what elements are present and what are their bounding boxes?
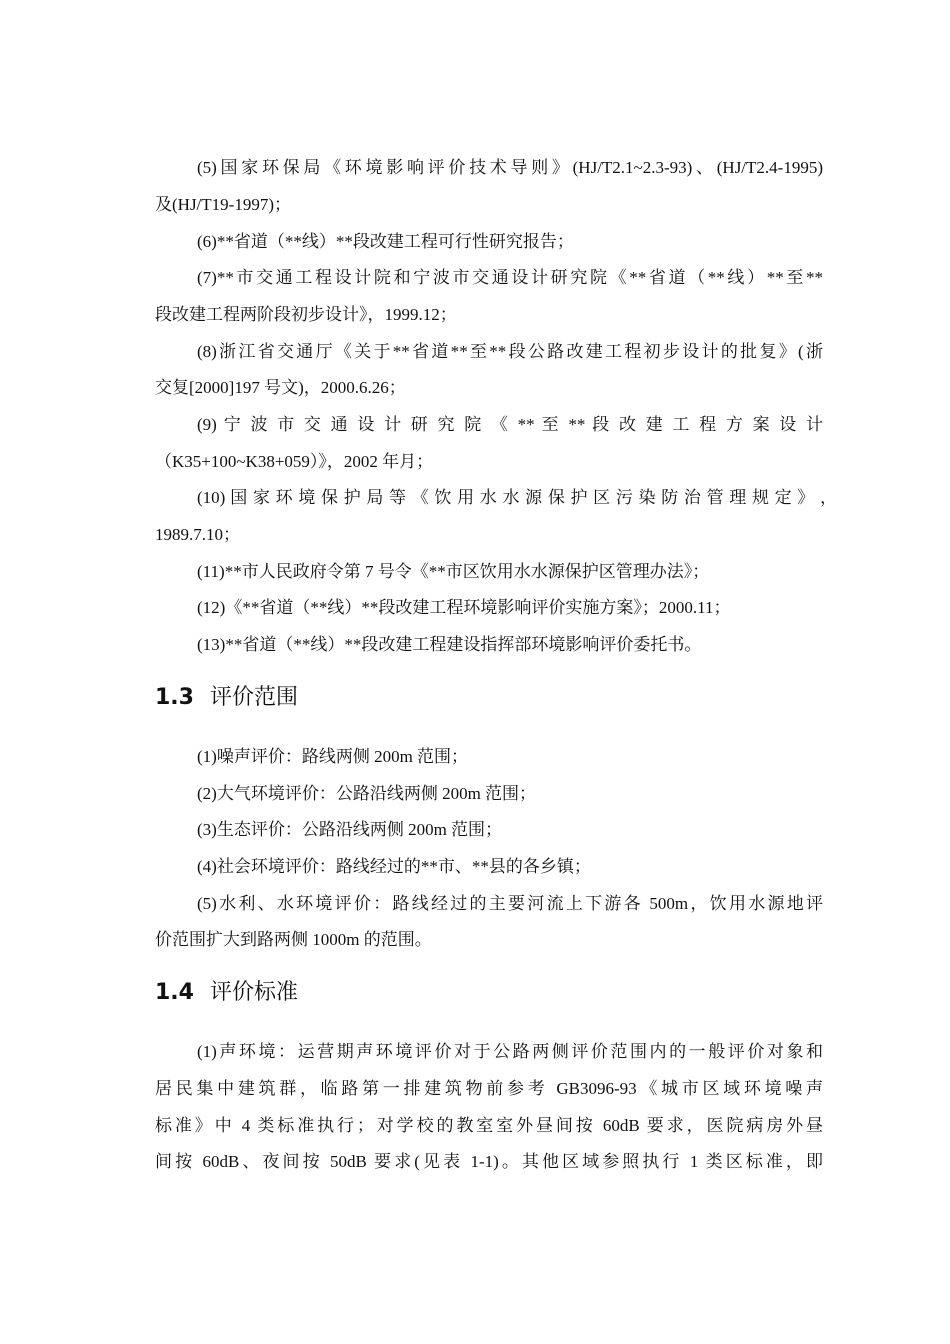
section-title: 评价范围 <box>209 685 298 710</box>
section-heading-1-4 <box>155 979 298 1007</box>
scope-item-4: (4)社会环境评价：路线经过的**市、**县的各乡镇； <box>197 857 591 876</box>
reference-11: (11)**市人民政府令第 7 号令《**市区饮用水水源保护区管理办法》； <box>197 562 710 581</box>
reference-13: (13)**省道（**线）**段改建工程建设指挥部环境影响评价委托书。 <box>197 635 702 654</box>
reference-7-line2: 段改建工程两阶段初步设计》，1999.12； <box>155 305 457 324</box>
reference-9-line1: (9) 宁 波 市 交 通 设 计 研 究 院 《 ** 至 ** 段 改 建 工 程 方 案 设 计 <box>197 415 823 434</box>
reference-5-line2: 及(HJ/T19-1997)； <box>155 195 291 214</box>
standard-para-line1: (1)声环境：运营期声环境评价对于公路两侧评价范围内的一般评价对象和 <box>197 1042 823 1061</box>
reference-6: (6)**省道（**线）**段改建工程可行性研究报告； <box>197 232 574 251</box>
reference-8-line1: (8)浙江省交通厅《关于**省道**至**段公路改建工程初步设计的批复》(浙 <box>197 342 823 361</box>
reference-5-line1: (5)国家环保局《环境影响评价技术导则》(HJ/T2.1~2.3-93)、(HJ/T2.4-1995) <box>197 158 823 177</box>
reference-9-line2: （K35+100~K38+059）》，2002 年月； <box>155 452 434 471</box>
reference-7-line1: (7)**市交通工程设计院和宁波市交通设计研究院《**省道（**线）**至** <box>197 268 823 287</box>
reference-8-line2: 交复[2000]197 号文)，2000.6.26； <box>155 378 406 397</box>
reference-12: (12)《**省道（**线）**段改建工程环境影响评价实施方案》；2000.11； <box>197 598 731 617</box>
scope-item-2: (2)大气环境评价：公路沿线两侧 200m 范围； <box>197 784 537 803</box>
scope-item-5-line1: (5)水利、水环境评价：路线经过的主要河流上下游各 500m，饮用水源地评 <box>197 894 823 913</box>
reference-10-line2: 1989.7.10； <box>155 525 240 544</box>
reference-10-line1: (10) 国 家 环 境 保 护 局 等 《 饮 用 水 水 源 保 护 区 污 染 防 治 管 理 规 定 》 ， <box>197 488 837 507</box>
standard-para-line2: 居民集中建筑群，临路第一排建筑物前参考 GB3096-93《城市区域环境噪声 <box>155 1079 823 1098</box>
scope-item-5-line2: 价范围扩大到路两侧 1000m 的范围。 <box>155 930 432 949</box>
section-number: 1.3 <box>155 685 194 710</box>
section-title: 评价标准 <box>209 980 298 1005</box>
scope-item-3: (3)生态评价：公路沿线两侧 200m 范围； <box>197 820 503 839</box>
standard-para-line4: 间按 60dB、夜间按 50dB 要求(见表 1-1)。其他区域参照执行 1 类区标准，即 <box>155 1152 823 1171</box>
section-heading-1-3 <box>155 684 298 712</box>
section-number: 1.4 <box>155 980 194 1005</box>
standard-para-line3: 标准》中 4 类标准执行；对学校的教室室外昼间按 60dB 要求，医院病房外昼 <box>155 1116 823 1135</box>
scope-item-1: (1)噪声评价：路线两侧 200m 范围； <box>197 747 469 766</box>
